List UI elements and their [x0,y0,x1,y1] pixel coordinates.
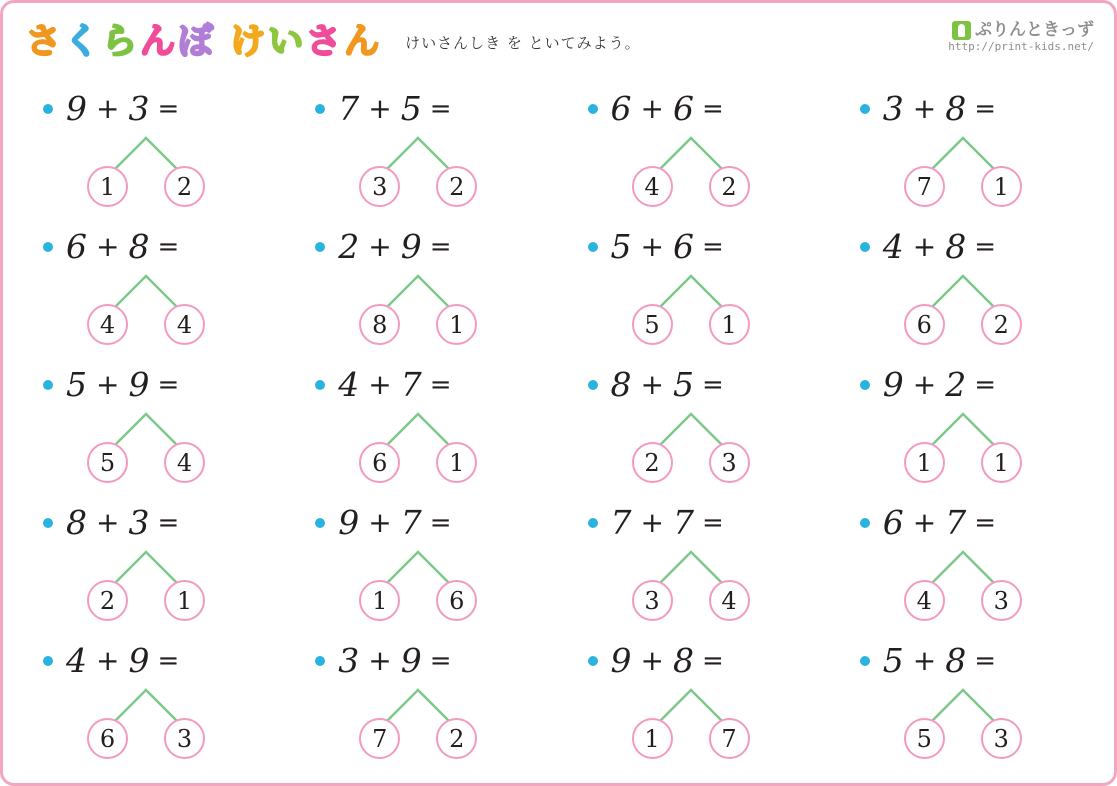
problem-cell [562,227,834,365]
operator: + [96,368,120,401]
operand-a: 4 [338,365,360,404]
problem-cell [562,365,834,503]
decomposition-right[interactable]: 2 [709,166,750,207]
cherry-decomposition [632,272,750,354]
equals-sign: = [157,231,180,262]
operand-b: 3 [128,503,150,542]
title-char: ん [140,21,177,62]
equation [586,365,834,404]
operand-a: 9 [882,365,904,404]
operator: + [912,92,937,125]
problem-cell [562,89,834,227]
bullet-icon [315,380,325,390]
decomposition-left[interactable]: 1 [632,718,673,759]
equation [858,227,1106,266]
operand-a: 3 [338,641,360,680]
decomposition-left[interactable]: 7 [904,166,945,207]
cherry-decomposition [87,410,205,492]
equals-sign: = [974,93,997,124]
decomposition-right[interactable]: 1 [981,442,1022,483]
problem-cell [289,503,561,641]
brand-block [948,21,1094,53]
operand-b: 9 [128,365,150,404]
title-char: ら [102,21,139,62]
equation [41,89,289,128]
decomposition-right[interactable]: 3 [981,580,1022,621]
equals-sign: = [429,93,452,124]
equals-sign: = [157,93,180,124]
equation [586,641,834,680]
problem-cell [17,503,289,641]
problem-cell [17,641,289,779]
title-char: さ [306,21,343,62]
bullet-icon [315,242,325,252]
bullet-icon [860,518,870,528]
decomposition-left[interactable]: 1 [87,166,128,207]
decomposition-left[interactable]: 5 [904,718,945,759]
operand-b: 2 [945,365,967,404]
decomposition-right[interactable]: 6 [436,580,477,621]
problem-cell [834,227,1106,365]
operator: + [640,368,664,401]
title-char: ん [344,21,381,62]
operand-a: 6 [610,89,632,128]
operand-b: 5 [672,365,694,404]
decomposition-right[interactable]: 1 [436,442,477,483]
problem-cell [289,365,561,503]
equation [313,503,561,542]
decomposition-right[interactable]: 7 [709,718,750,759]
bullet-icon [315,104,325,114]
problem-cell [834,641,1106,779]
cherry-decomposition [359,686,477,768]
operator: + [368,230,392,263]
bullet-icon [860,380,870,390]
equation [313,641,561,680]
decomposition-right[interactable]: 3 [164,718,205,759]
operand-b: 9 [128,641,150,680]
bullet-icon [860,242,870,252]
cherry-decomposition [359,410,477,492]
title-char: い [268,21,305,62]
decomposition-left[interactable]: 6 [904,304,945,345]
cherry-decomposition [632,134,750,216]
bullet-icon [860,104,870,114]
title-char: く [64,21,101,62]
operator: + [368,368,392,401]
decomposition-left[interactable]: 8 [359,304,400,345]
cherry-decomposition [87,272,205,354]
leaf-logo-icon [952,21,971,40]
operand-a: 2 [338,227,360,266]
equation [586,503,834,542]
bullet-icon [588,518,598,528]
operand-a: 9 [66,89,87,128]
operator: + [912,506,937,539]
equation [41,503,289,542]
operator: + [368,644,392,677]
bullet-icon [588,104,598,114]
operand-b: 8 [945,89,967,128]
bullet-icon [43,656,53,666]
operator: + [96,92,120,125]
problem-cell [17,365,289,503]
equals-sign: = [429,645,452,676]
operand-a: 6 [66,227,87,266]
equation [858,641,1106,680]
operator: + [96,644,120,677]
decomposition-right[interactable]: 2 [436,718,477,759]
brand-name: ぷりんときっず [975,19,1094,40]
bullet-icon [43,242,53,252]
page-subtitle: けいさんしき を といてみよう。 [405,33,641,52]
operand-b: 5 [400,89,422,128]
operand-a: 5 [610,227,632,266]
problem-cell [289,227,561,365]
problem-cell [834,503,1106,641]
cherry-decomposition [904,134,1022,216]
decomposition-right[interactable]: 1 [709,304,750,345]
equals-sign: = [974,645,997,676]
problem-cell [17,227,289,365]
decomposition-right[interactable]: 4 [164,442,205,483]
cherry-decomposition [632,548,750,630]
cherry-decomposition [632,410,750,492]
operand-a: 8 [66,503,87,542]
operand-a: 9 [610,641,632,680]
cherry-decomposition [359,272,477,354]
bullet-icon [315,518,325,528]
operand-a: 4 [66,641,87,680]
operand-a: 5 [882,641,904,680]
decomposition-left[interactable]: 6 [87,718,128,759]
problem-cell [289,89,561,227]
page-title [25,16,381,68]
operator: + [640,230,664,263]
cherry-decomposition [359,134,477,216]
operand-b: 8 [945,227,967,266]
operand-b: 7 [945,503,967,542]
bullet-icon [43,518,53,528]
equation [586,227,834,266]
operand-b: 8 [672,641,694,680]
decomposition-right[interactable]: 2 [436,166,477,207]
equation [313,89,561,128]
operand-a: 6 [882,503,904,542]
decomposition-right[interactable]: 1 [164,580,205,621]
equals-sign: = [701,231,724,262]
decomposition-left[interactable]: 6 [359,442,400,483]
decomposition-left[interactable]: 1 [359,580,400,621]
title-char: さ [26,21,63,62]
decomposition-left[interactable]: 7 [359,718,400,759]
operand-a: 9 [338,503,360,542]
operand-b: 8 [945,641,967,680]
equals-sign: = [974,507,997,538]
cherry-decomposition [904,548,1022,630]
brand-url: http://print-kids.net/ [948,40,1094,53]
problem-cell [834,365,1106,503]
equation [313,227,561,266]
decomposition-left[interactable]: 3 [359,166,400,207]
cherry-decomposition [904,272,1022,354]
operand-a: 4 [882,227,904,266]
equals-sign: = [701,93,724,124]
operand-a: 3 [882,89,904,128]
operand-b: 7 [400,365,422,404]
equals-sign: = [429,231,452,262]
operator: + [912,644,937,677]
problem-cell [562,641,834,779]
operator: + [640,644,664,677]
decomposition-left[interactable]: 3 [632,580,673,621]
equation [41,641,289,680]
operator: + [912,368,937,401]
operand-b: 9 [400,641,422,680]
decomposition-right[interactable]: 1 [981,166,1022,207]
equation [41,227,289,266]
equation [858,89,1106,128]
decomposition-left[interactable]: 2 [87,580,128,621]
decomposition-left[interactable]: 4 [87,304,128,345]
decomposition-right[interactable]: 2 [164,166,205,207]
decomposition-left[interactable]: 4 [632,166,673,207]
operator: + [640,506,664,539]
equals-sign: = [974,231,997,262]
operator: + [912,230,937,263]
operand-a: 5 [66,365,87,404]
decomposition-right[interactable]: 3 [709,442,750,483]
operator: + [640,92,664,125]
problem-grid [17,89,1106,779]
cherry-decomposition [87,134,205,216]
cherry-decomposition [904,410,1022,492]
decomposition-left[interactable]: 5 [632,304,673,345]
decomposition-right[interactable]: 3 [981,718,1022,759]
operator: + [96,506,120,539]
problem-cell [834,89,1106,227]
operand-b: 9 [400,227,422,266]
decomposition-right[interactable]: 4 [709,580,750,621]
title-char: ぼ [178,21,215,62]
equation [313,365,561,404]
operator: + [96,230,120,263]
decomposition-left[interactable]: 1 [904,442,945,483]
equation [586,89,834,128]
equation [858,365,1106,404]
cherry-decomposition [359,548,477,630]
operand-a: 7 [338,89,360,128]
operand-b: 7 [672,503,694,542]
decomposition-left[interactable]: 2 [632,442,673,483]
bullet-icon [43,380,53,390]
operand-b: 8 [128,227,150,266]
equals-sign: = [429,369,452,400]
equals-sign: = [157,369,180,400]
bullet-icon [588,380,598,390]
cherry-decomposition [904,686,1022,768]
operator: + [368,92,392,125]
equals-sign: = [701,645,724,676]
equals-sign: = [429,507,452,538]
problem-cell [289,641,561,779]
equals-sign: = [157,645,180,676]
operand-b: 6 [672,227,694,266]
operand-b: 6 [672,89,694,128]
problem-cell [562,503,834,641]
decomposition-left[interactable]: 5 [87,442,128,483]
bullet-icon [860,656,870,666]
equals-sign: = [701,369,724,400]
cherry-decomposition [87,548,205,630]
equals-sign: = [974,369,997,400]
decomposition-right[interactable]: 1 [436,304,477,345]
cherry-decomposition [632,686,750,768]
decomposition-left[interactable]: 4 [904,580,945,621]
equals-sign: = [701,507,724,538]
operand-b: 7 [400,503,422,542]
decomposition-right[interactable]: 4 [164,304,205,345]
operand-a: 8 [610,365,632,404]
equation [858,503,1106,542]
title-char: け [230,21,267,62]
decomposition-right[interactable]: 2 [981,304,1022,345]
operand-a: 7 [610,503,632,542]
equation [41,365,289,404]
cherry-decomposition [87,686,205,768]
bullet-icon [43,104,53,114]
operand-b: 3 [128,89,150,128]
equals-sign: = [157,507,180,538]
bullet-icon [588,656,598,666]
bullet-icon [588,242,598,252]
bullet-icon [315,656,325,666]
problem-cell [17,89,289,227]
operator: + [368,506,392,539]
